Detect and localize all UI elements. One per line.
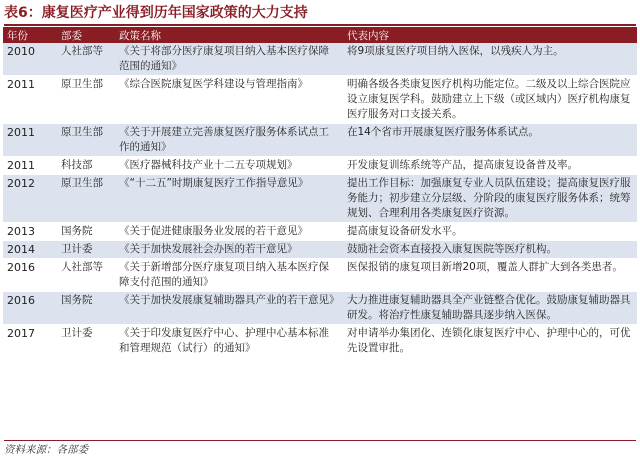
policy-table xyxy=(3,27,637,358)
cell-dept: 卫计委 xyxy=(57,241,115,259)
cell-year: 2011 xyxy=(3,124,57,157)
cell-policy: 《“十二五”时期康复医疗工作指导意见》 xyxy=(115,175,343,223)
cell-dept: 人社部等 xyxy=(57,43,115,76)
cell-content: 医保报销的康复项目新增20项，覆盖人群扩大到各类患者。 xyxy=(343,259,637,292)
cell-dept: 人社部等 xyxy=(57,259,115,292)
cell-content: 在14个省市开展康复医疗服务体系试点。 xyxy=(343,124,637,157)
cell-content: 提高康复设备研发水平。 xyxy=(343,223,637,241)
cell-policy: 《综合医院康复医学科建设与管理指南》 xyxy=(115,76,343,124)
cell-content: 提出工作目标：加强康复专业人员队伍建设；提高康复医疗服务能力；初步建立分层级、分阶段的康复医疗服务体系；统筹规划、合理利用各类康复医疗资源。 xyxy=(343,175,637,223)
source-note: 资料来源：各部委 xyxy=(4,440,636,457)
cell-year: 2017 xyxy=(3,325,57,358)
cell-content: 明确各级各类康复医疗机构功能定位。二级及以上综合医院应设立康复医学科。鼓励建立上下级（或区域内）医疗机构康复医疗服务对口支援关系。 xyxy=(343,76,637,124)
header-year: 年份 xyxy=(3,27,57,43)
table-title: 表6：康复医疗产业得到历年国家政策的大力支持 xyxy=(4,2,636,26)
cell-policy: 《关于新增部分医疗康复项目纳入基本医疗保障支付范围的通知》 xyxy=(115,259,343,292)
cell-dept: 国务院 xyxy=(57,292,115,325)
cell-dept: 国务院 xyxy=(57,223,115,241)
cell-year: 2013 xyxy=(3,223,57,241)
cell-content: 开发康复训练系统等产品，提高康复设备普及率。 xyxy=(343,157,637,175)
cell-year: 2016 xyxy=(3,259,57,292)
table-header-row xyxy=(3,27,637,43)
header-content: 代表内容 xyxy=(343,27,637,43)
cell-year: 2011 xyxy=(3,157,57,175)
cell-dept: 原卫生部 xyxy=(57,76,115,124)
cell-dept: 原卫生部 xyxy=(57,124,115,157)
cell-year: 2014 xyxy=(3,241,57,259)
table-row xyxy=(3,223,637,241)
cell-dept: 卫计委 xyxy=(57,325,115,358)
cell-policy: 《关于加快发展康复辅助器具产业的若干意见》 xyxy=(115,292,343,325)
table-row xyxy=(3,43,637,76)
cell-content: 鼓励社会资本直接投入康复医院等医疗机构。 xyxy=(343,241,637,259)
cell-year: 2010 xyxy=(3,43,57,76)
table-row xyxy=(3,259,637,292)
cell-dept: 科技部 xyxy=(57,157,115,175)
table-row xyxy=(3,292,637,325)
table-row xyxy=(3,124,637,157)
cell-policy: 《关于印发康复医疗中心、护理中心基本标准和管理规范（试行）的通知》 xyxy=(115,325,343,358)
table-row xyxy=(3,76,637,124)
cell-content: 大力推进康复辅助器具全产业链整合优化。鼓励康复辅助器具研发。将治疗性康复辅助器具逐步纳入医保。 xyxy=(343,292,637,325)
cell-policy: 《关于开展建立完善康复医疗服务体系试点工作的通知》 xyxy=(115,124,343,157)
table-row xyxy=(3,175,637,223)
table-row xyxy=(3,325,637,358)
cell-content: 将9项康复医疗项目纳入医保，以残疾人为主。 xyxy=(343,43,637,76)
cell-policy: 《医疗器械科技产业十二五专项规划》 xyxy=(115,157,343,175)
cell-content: 对申请举办集团化、连锁化康复医疗中心、护理中心的，可优先设置审批。 xyxy=(343,325,637,358)
cell-year: 2012 xyxy=(3,175,57,223)
cell-year: 2016 xyxy=(3,292,57,325)
cell-year: 2011 xyxy=(3,76,57,124)
cell-policy: 《关于加快发展社会办医的若干意见》 xyxy=(115,241,343,259)
cell-policy: 《关于将部分医疗康复项目纳入基本医疗保障范围的通知》 xyxy=(115,43,343,76)
header-dept: 部委 xyxy=(57,27,115,43)
table-row xyxy=(3,241,637,259)
header-policy: 政策名称 xyxy=(115,27,343,43)
cell-dept: 原卫生部 xyxy=(57,175,115,223)
table-row xyxy=(3,157,637,175)
cell-policy: 《关于促进健康服务业发展的若干意见》 xyxy=(115,223,343,241)
